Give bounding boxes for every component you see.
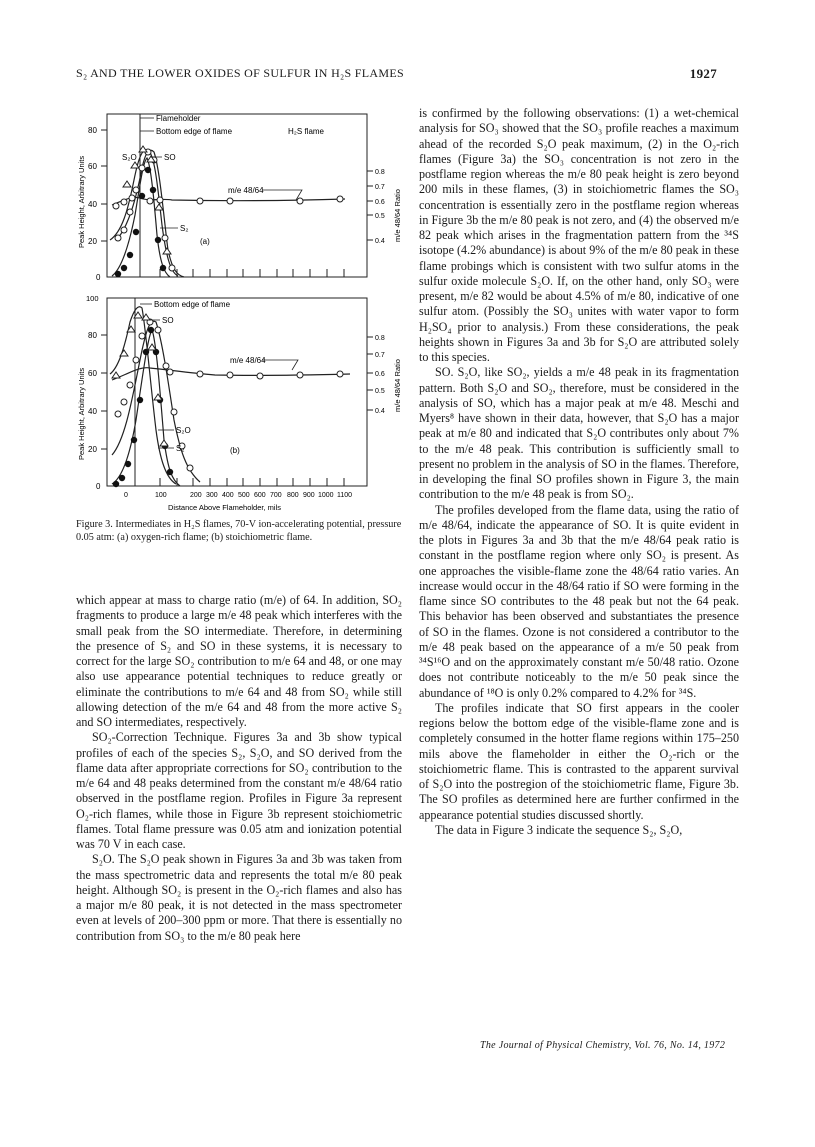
panel-b-xtick: 0 bbox=[124, 492, 128, 499]
panel-b-xtick: 400 bbox=[222, 492, 234, 499]
panel-a-label-s2o: S₂O bbox=[122, 153, 137, 162]
panel-a-annot-flameholder: Flameholder bbox=[156, 114, 201, 123]
journal-footer: The Journal of Physical Chemistry, Vol. 76, No. 14, 1972 bbox=[480, 1040, 726, 1051]
running-header-title: S₂ AND THE LOWER OXIDES OF SULFUR IN H₂S FLAMES bbox=[76, 66, 404, 80]
panel-a-ytick: 60 bbox=[88, 162, 97, 171]
panel-b-ytick: 20 bbox=[88, 445, 97, 454]
panel-a-ytick: 40 bbox=[88, 200, 97, 209]
panel-a-frame bbox=[107, 114, 367, 277]
panel-a-ylabel: Peak Height, Arbitrary Units bbox=[77, 155, 86, 248]
panel-b-label-ratio: m/e 48/64 bbox=[230, 356, 266, 365]
panel-b-frame bbox=[107, 298, 367, 486]
panel-b-xlabel: Distance Above Flameholder, mils bbox=[168, 503, 281, 512]
panel-a-label-ratio: m/e 48/64 bbox=[228, 186, 264, 195]
panel-b-xtick: 500 bbox=[238, 492, 250, 499]
paragraph: which appear at mass to charge ratio (m/e) of 64. In addition, SO₂ fragments to produce a large m/e 48 peak which interferes with the small peak from the SO intermediate. Therefore, in determining the presence of S₂ and SO in these systems, it is necessary to correct for the large SO₂ contribution to m/e 64 and 48, or one may also use appearance potential techniques to reduce greatly or eliminate the contributions to m/e 64 and 48 from SO₂ while still allowing detection of the m/e 64 and 48 from the more active S₂ and SO intermediates, respectively. bbox=[76, 593, 402, 729]
panel-b-label-s2: S₂ bbox=[176, 444, 185, 453]
panel-b-xtick: 700 bbox=[270, 492, 282, 499]
panel-b-letter: (b) bbox=[230, 446, 240, 455]
panel-a-corner-zero: 0 bbox=[96, 273, 101, 282]
panel-b-rtick: 0.6 bbox=[375, 371, 385, 378]
panel-b-rtick: 0.4 bbox=[375, 408, 385, 415]
panel-b-xtick: 900 bbox=[303, 492, 315, 499]
panel-a-title: H₂S flame bbox=[288, 127, 325, 136]
panel-b-annot-bottom-edge: Bottom edge of flame bbox=[154, 300, 231, 309]
panel-b-xtick: 800 bbox=[287, 492, 299, 499]
panel-b-rtick: 0.8 bbox=[375, 335, 385, 342]
panel-b-rtick: 0.5 bbox=[375, 388, 385, 395]
panel-b-xtick: 200 bbox=[190, 492, 202, 499]
panel-b-rlabel: m/e 48/64 Ratio bbox=[393, 359, 402, 412]
panel-b-ytick: 100 bbox=[86, 294, 99, 303]
panel-a-annot-bottom-edge: Bottom edge of flame bbox=[156, 127, 233, 136]
panel-a-rlabel: m/e 48/64 Ratio bbox=[393, 189, 402, 242]
paragraph: SO₂-Correction Technique. Figures 3a and 3b show typical profiles of each of the species S₂, S₂O, and SO derived from the flame data after appropriate corrections for SO₂ contribution to the m/e 64 and 48 peaks determined from the constant m/e 48/64 ratio observed in the postflame region. Profiles in Figure 3a represent O₂-rich flames, while those in Figure 3b represent stoichiometric flames. Total flame pressure was 0.05 atm and ionization potential was 70 V in each case. bbox=[76, 730, 402, 851]
figure-caption: Figure 3. Intermediates in H₂S flames, 70-V ion-accelerating potential, pressure 0.05 atm: (a) oxygen-rich flame; (b) stoichiometric flame. bbox=[76, 519, 402, 543]
panel-a-ytick: 80 bbox=[88, 126, 97, 135]
panel-b-label-so: SO bbox=[162, 316, 174, 325]
paragraph: is confirmed by the following observations: (1) a wet-chemical analysis for SO₃ showed that the SO₃ profile reaches a maximum ahead of the recorded S₂O peak maximum, (2) in the O₂-rich flames (Figure 3a) the SO₃ concentration is not zero in the postflame region whereas the m/e 80 peak height is zero beyond 200 mils in these flames, (3) in stoichiometric flames the SO₃ concentration is essentially zero in the postflame region whereas in Figure 3b the m/e 80 peak is not zero, and (4) the observed m/e 82 peak which arises in the fragmentation pattern from the ³⁴S isotope (4.2% abundance) is about 9% of the m/e 80 peak in these flame probings which is consistent with two sulfur atoms in the sulfur oxide molecule S₂O. If, on the other hand, only SO₃ were present, m/e 82 would be about 4.5% of m/e 80, indicative of one sulfur atom. (Possibly the SO₃ unites with water vapor to form H₂SO₄ prior to analysis.) From these considerations, the peak heights shown in Figures 3a and 3b for S₂O are attributed solely to this species. bbox=[419, 106, 739, 364]
panel-b-ytick: 40 bbox=[88, 407, 97, 416]
panel-b-ytick: 80 bbox=[88, 331, 97, 340]
panel-b-xtick: 300 bbox=[206, 492, 218, 499]
panel-b-ytick: 60 bbox=[88, 369, 97, 378]
panel-a-label-s2: S₂ bbox=[180, 224, 189, 233]
panel-a-letter: (a) bbox=[200, 237, 210, 246]
panel-b-rtick: 0.7 bbox=[375, 352, 385, 359]
paragraph: The profiles indicate that SO first appears in the cooler regions below the bottom edge of the visible-flame zone and is completely consumed in the hotter flame regions within 175–250 mils above the flameholder in either the O₂-rich or the stoichiometric flame. This is contrasted to the apparent survival of S₂O into the postregion of the stoichiometric flame, Figure 3b. The SO profiles as determined here are further confirmed in the appearance potential studies discussed shortly. bbox=[419, 700, 739, 822]
panel-b-xtick: 1100 bbox=[337, 492, 353, 499]
panel-a-ytick: 20 bbox=[88, 237, 97, 246]
panel-b-label-s2o: S₂O bbox=[176, 426, 191, 435]
paragraph: SO. S₂O, like SO₂, yields a m/e 48 peak in its fragmentation pattern. Both S₂O and SO₂, therefore, must be considered in the analysis of SO, which has a major peak at m/e 48. Meschi and Myers⁸ have shown in their data, however, that S₂O has a major peak at m/e 80 and indicated that S₂O contributes only about 7% to the m/e 48 peak. This contribution is sufficiently small to present no problem in the analysis of SO in the flames. Therefore, in developing the final SO profiles shown in Figure 3, the main contribution to the m/e 48 peak is from SO₂. bbox=[419, 365, 739, 502]
right-column bbox=[419, 106, 739, 838]
panel-b-xtick: 100 bbox=[155, 492, 167, 499]
paragraph: The profiles developed from the flame data, using the ratio of m/e 48/64, indicate the appearance of SO. It is quite evident in the plots in Figures 3a and 3b that the m/e 48/64 peak ratio is constant in the postflame region where only SO₂ is present. As one approaches the visible-flame zone the 48/64 ratio varies. An increase would occur in the 48/64 ratio if SO were forming in the flame since SO contributes to the 48 peak but not the 64 peak. This behavior has been observed and substantiates the presence of SO in the flames. Ozone is not considered a contributor to the m/e 48 peak based on the appearance of a m/e 50 peak from ³⁴S¹⁶O and on the approximately constant m/e 50/48 ratio. Ozone does not contribute noticeably to the m/e 50 peak since the abundance of ¹⁸O is only 0.2% compared to 4.2% for ³⁴S. bbox=[419, 502, 739, 700]
panel-b-ylabel: Peak Height, Arbitrary Units bbox=[77, 367, 86, 460]
panel-a-rtick: 0.5 bbox=[375, 213, 385, 220]
panel-a-rtick: 0.7 bbox=[375, 184, 385, 191]
paragraph: The data in Figure 3 indicate the sequence S₂, S₂O, bbox=[435, 822, 683, 837]
panel-a-rtick: 0.4 bbox=[375, 238, 385, 245]
panel-b-xtick: 1000 bbox=[318, 492, 334, 499]
left-column bbox=[76, 593, 402, 944]
panel-b-corner-zero: 0 bbox=[96, 482, 101, 491]
panel-a-rtick: 0.8 bbox=[375, 169, 385, 176]
panel-a-label-so: SO bbox=[164, 153, 176, 162]
panel-b-xtick: 600 bbox=[254, 492, 266, 499]
page-number: 1927 bbox=[689, 66, 717, 81]
paragraph: S₂O. The S₂O peak shown in Figures 3a and 3b was taken from the mass spectrometric data and represents the total m/e 80 peak height. Although SO₂ is present in the O₂-rich flames and also has a major m/e 80 peak, it is not detected in the mass spectrometer even at levels of 200–300 ppm or more. That there is essentially no contribution from SO₃ to the m/e 80 peak here bbox=[76, 852, 402, 943]
panel-a-rtick: 0.6 bbox=[375, 199, 385, 206]
